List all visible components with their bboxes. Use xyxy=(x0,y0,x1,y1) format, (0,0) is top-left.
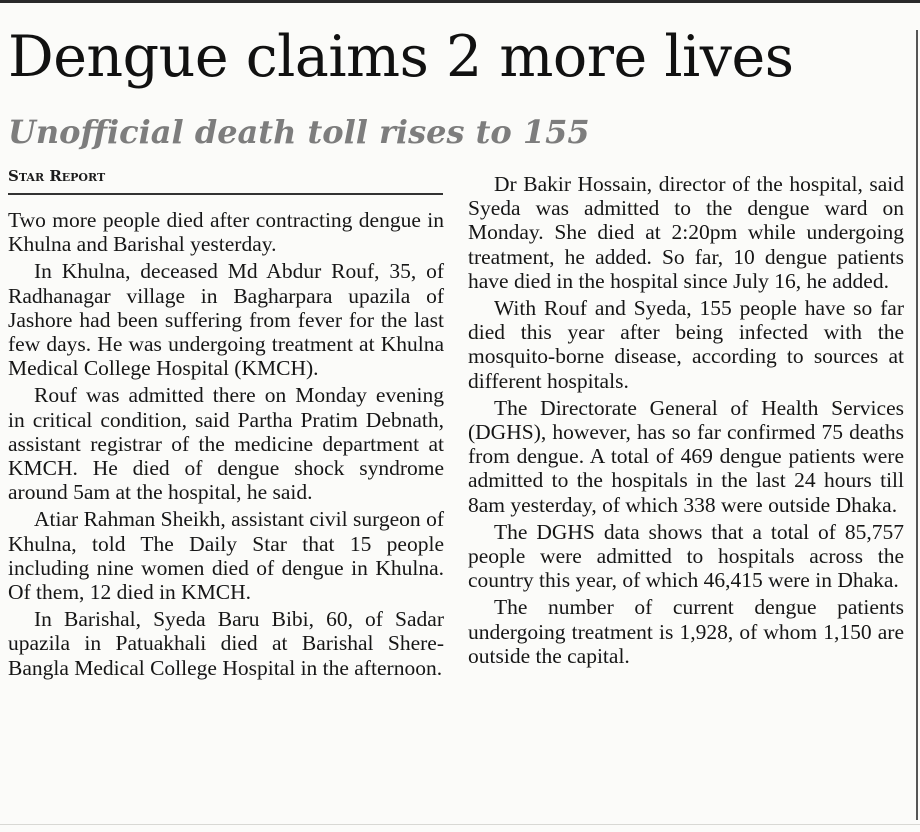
paragraph: The number of current dengue patients undergoing treatment is 1,928, of whom 1,150 are outside the capital. xyxy=(468,595,904,668)
column-rule-right xyxy=(916,30,918,820)
left-column xyxy=(8,208,444,683)
subheadline: Unofficial death toll rises to 155 xyxy=(8,113,590,151)
paragraph: In Barishal, Syeda Baru Bibi, 60, of Sadar upazila in Patuakhali died at Barishal Shere-Bangla Medical College Hospital in the afternoon. xyxy=(8,607,444,680)
paragraph: Dr Bakir Hossain, director of the hospital, said Syeda was admitted to the dengue ward on Monday. She died at 2:20pm while undergoing treatment, he added. So far, 10 dengue patients have died in the hospital since July 16, he added. xyxy=(468,172,904,293)
byline: Star Report xyxy=(8,167,106,185)
paragraph: The DGHS data shows that a total of 85,757 people were admitted to hospitals across the country this year, of which 46,415 were in Dhaka. xyxy=(468,519,904,593)
paragraph: The Directorate General of Health Services (DGHS), however, has so far confirmed 75 deaths from dengue. A total of 469 dengue patients were admitted to the hospitals in the last 24 hours till 8am yesterday, of which 338 were outside Dhaka. xyxy=(468,395,904,517)
top-rule xyxy=(0,0,920,3)
paragraph: Atiar Rahman Sheikh, assistant civil surgeon of Khulna, told The Daily Star that 15 people including nine women died of dengue in Khulna. Of them, 12 died in KMCH. xyxy=(8,507,444,605)
paragraph: In Khulna, deceased Md Abdur Rouf, 35, of Radhanagar village in Bagharpara upazila of Jashore had been suffering from fever for the last few days. He was undergoing treatment at Khulna Medical College Hospital (KMCH). xyxy=(8,259,444,381)
paragraph: With Rouf and Syeda, 155 people have so far died this year after being infected with the mosquito-borne disease, according to sources at different hospitals. xyxy=(468,296,904,393)
paragraph: Two more people died after contracting dengue in Khulna and Barishal yesterday. xyxy=(8,208,444,257)
right-column xyxy=(468,172,904,671)
byline-rule xyxy=(8,193,443,195)
bottom-edge-marks xyxy=(0,822,920,832)
headline: Dengue claims 2 more lives xyxy=(8,24,794,90)
paragraph: Rouf was admitted there on Monday evening in critical condition, said Partha Pratim Debnath, assistant registrar of the medicine department at KMCH. He died of dengue shock syndrome around 5am at the hospital, he said. xyxy=(8,383,444,505)
